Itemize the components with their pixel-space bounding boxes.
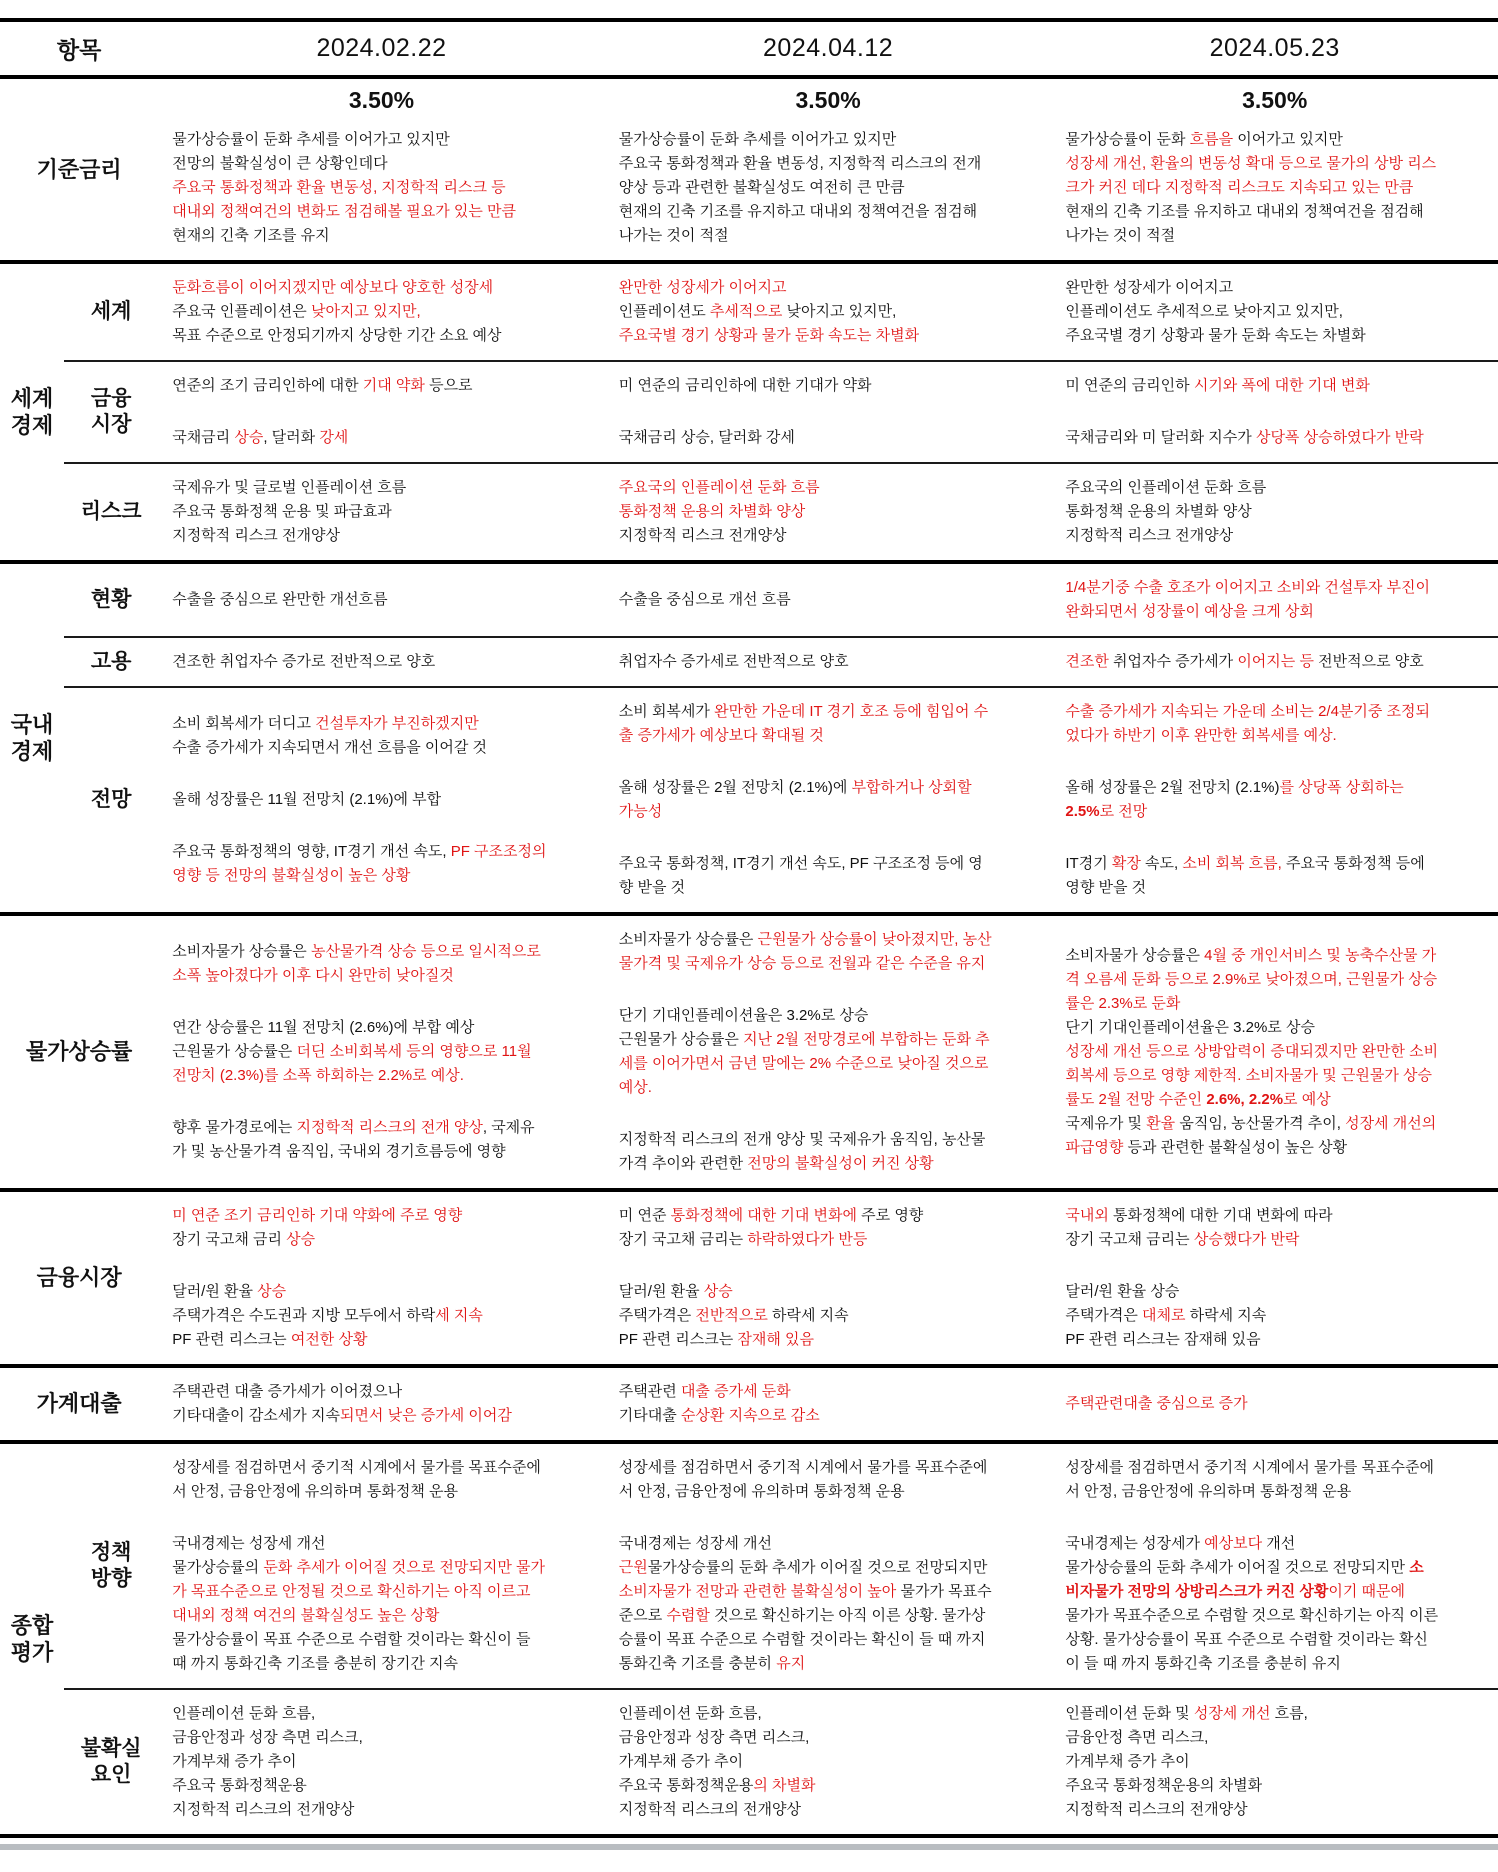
- table-row-base-rate-2: [0, 116, 1498, 262]
- text-segment: 흐름,: [1270, 1705, 1308, 1722]
- text-segment: PF 관련 리스크는: [618, 1331, 738, 1348]
- text-segment: 나가는 것이 적절: [1065, 227, 1176, 244]
- cell-domestic-economy-col2: [605, 687, 1052, 914]
- text-segment: 서 안정, 금융안정에 유의하며 통화정책 운용: [172, 1483, 459, 1500]
- table-row-inflation: [0, 914, 1498, 1190]
- table-row-overall-assessment-1: [0, 1442, 1498, 1689]
- highlighted-text-segment: 대내외 정책여건의 변화도 점검해볼 필요가 있는 만큼: [172, 203, 516, 220]
- text-segment: 국제유가 및 글로벌 인플레이션 흐름: [172, 479, 407, 496]
- text-segment: 주로 영향: [857, 1207, 924, 1224]
- text-segment: 소비자물가 상승률은: [618, 931, 758, 948]
- text-segment: 장기 국고채 금리는: [1065, 1231, 1194, 1248]
- table-row-overall-assessment-2: [0, 1689, 1498, 1836]
- highlighted-text-segment: 확장: [1111, 855, 1141, 872]
- header-item-label: 항목: [0, 20, 158, 77]
- highlighted-text-segment: 세를 이어가면서 금년 말에는 2% 수준으로 낮아질 것으로: [618, 1055, 989, 1072]
- row-sub-label: 금융 시장: [64, 361, 158, 463]
- highlighted-text-segment: 1/4분기중 수출 호조가 이어지고 소비와 건설투자 부진이: [1065, 579, 1431, 596]
- cell-world-economy-col3: [1051, 463, 1498, 562]
- cell-base-rate-col1: [158, 116, 605, 262]
- text-segment: 기타대출이 감소세가 지속: [172, 1407, 340, 1424]
- highlighted-text-segment: 주요국의 인플레이션 둔화 흐름: [618, 479, 820, 496]
- text-segment: 현재의 긴축 기조를 유지: [172, 227, 330, 244]
- text-segment: 주택가격은: [1065, 1307, 1143, 1324]
- text-segment: IT경기: [1065, 855, 1112, 872]
- highlighted-text-segment: 완화되면서 성장률이 예상을 크게 상회: [1065, 603, 1314, 620]
- highlighted-text-segment: 를 상당폭 상회하는: [1279, 779, 1404, 796]
- text-segment: 지정학적 리스크 전개양상: [618, 527, 787, 544]
- row-group-label-domestic-economy: 국내 경제: [0, 562, 64, 914]
- table-row-household-loans: [0, 1366, 1498, 1442]
- highlighted-text-segment: 기대 약화: [362, 377, 425, 394]
- text-segment: 연준의 조기 금리인하에 대한: [172, 377, 363, 394]
- text-segment: 물가상승률이 둔화: [1065, 131, 1190, 148]
- highlighted-text-segment: 수출 증가세가 지속되는 가운데 소비는 2/4분기중 조정되: [1065, 703, 1431, 720]
- cell-domestic-economy-col2: [605, 562, 1052, 637]
- highlighted-text-segment: 소비 회복 흐름,: [1182, 855, 1282, 872]
- highlighted-text-segment: 국내외: [1065, 1207, 1109, 1224]
- policy-comparison-table: [0, 18, 1498, 1838]
- text-segment: 단기 기대인플레이션율은 3.2%로 상승: [618, 1007, 869, 1024]
- highlighted-text-segment: 크가 커진 데다 지정학적 리스크도 지속되고 있는 만큼: [1065, 179, 1414, 196]
- cell-world-economy-col1: [158, 463, 605, 562]
- text-segment: 완만한 성장세가 이어지고: [1065, 279, 1234, 296]
- text-segment: 지정학적 리스크의 전개양상: [1065, 1801, 1248, 1818]
- text-segment: 주요국 통화정책운용: [172, 1777, 307, 1794]
- highlighted-text-segment: 낮아지고 있지만,: [310, 303, 421, 320]
- highlighted-text-segment: 주요국 통화정책과 환율 변동성, 지정학적 리스크 등: [172, 179, 506, 196]
- text-segment: 준으로: [618, 1607, 667, 1624]
- text-segment: 근원물가 상승률은: [172, 1043, 297, 1060]
- cell-household-loans-col1: [158, 1366, 605, 1442]
- highlighted-text-segment: 상승: [257, 1283, 287, 1300]
- text-segment: 기타대출: [618, 1407, 681, 1424]
- text-segment: 때 까지 통화긴축 기조를 충분히 장기간 지속: [172, 1655, 459, 1672]
- highlighted-text-segment: PF 구조조정의: [450, 843, 547, 860]
- highlighted-text-segment: 2.6%, 2.2%: [1206, 1091, 1284, 1108]
- text-segment: 주요국의 인플레이션 둔화 흐름: [1065, 479, 1267, 496]
- text-segment: 장기 국고채 금리: [172, 1231, 287, 1248]
- highlighted-text-segment: 소폭 높아졌다가 이후 다시 완만히 낮아질것: [172, 967, 454, 984]
- text-segment: 물가상승률이 둔화 추세를 이어가고 있지만: [172, 131, 450, 148]
- text-segment: 국채금리 상승, 달러화 강세: [618, 429, 795, 446]
- highlighted-text-segment: 4월 중 개인서비스 및 농축수산물 가: [1204, 947, 1437, 964]
- text-segment: 상황. 물가상승률이 목표 수준으로 수렴할 것이라는 확신: [1065, 1631, 1428, 1648]
- cell-household-loans-col3: [1051, 1366, 1498, 1442]
- table-row-domestic-economy-2: [0, 637, 1498, 687]
- text-segment: 올해 성장률은 2월 전망치 (2.1%): [1065, 779, 1280, 796]
- text-segment: 소비 회복세가 더디고: [172, 715, 316, 732]
- text-segment: 양상 등과 관련한 불확실성도 여전히 큰 만큼: [618, 179, 905, 196]
- cell-domestic-economy-col2: [605, 637, 1052, 687]
- cell-domestic-economy-col3: [1051, 687, 1498, 914]
- highlighted-text-segment: 률도 2월 전망 수준인: [1065, 1091, 1207, 1108]
- text-segment: 금융안정 측면 리스크,: [1065, 1729, 1209, 1746]
- highlighted-text-segment: 추세적으로: [709, 303, 787, 320]
- highlighted-text-segment: 의 차별화: [753, 1777, 816, 1794]
- text-segment: 주택가격은 수도권과 지방 모두에서 하락: [172, 1307, 436, 1324]
- cell-financial-market-col2: [605, 1190, 1052, 1366]
- text-segment: 것으로 확신하기는 아직 이른 상황. 물가상: [709, 1607, 986, 1624]
- text-segment: 움직임, 농산물가격 추이,: [1175, 1115, 1346, 1132]
- text-segment: 통화긴축 기조를 충분히: [618, 1655, 777, 1672]
- highlighted-text-segment: 률은 2.3%로 둔화: [1065, 995, 1181, 1012]
- text-segment: 국제유가 및: [1065, 1115, 1147, 1132]
- header-date-2: 2024.04.12: [605, 20, 1052, 77]
- highlighted-text-segment: 주택관련대출 중심으로 증가: [1065, 1395, 1248, 1412]
- highlighted-text-segment: 지난 2월 전망경로에 부합하는 둔화 추: [743, 1031, 990, 1048]
- highlighted-text-segment: 완만한 성장세가 이어지고: [618, 279, 787, 296]
- cell-world-economy-col3: [1051, 361, 1498, 463]
- highlighted-text-segment: 대체로: [1142, 1307, 1186, 1324]
- highlighted-text-segment: 예상보다: [1204, 1535, 1263, 1552]
- text-segment: 소비자물가 상승률은: [1065, 947, 1205, 964]
- highlighted-text-segment: 수렴할: [666, 1607, 710, 1624]
- row-group-label-household-loans: 가계대출: [0, 1366, 158, 1442]
- text-segment: 주요국 통화정책 운용 및 파급효과: [172, 503, 392, 520]
- text-segment: 국채금리와 미 달러화 지수가: [1065, 429, 1256, 446]
- text-segment: 미 연준의 금리인하에 대한 기대가 약화: [618, 377, 872, 394]
- highlighted-text-segment: 격 오름세 둔화 등으로 2.9%로 낮아졌으며, 근원물가 상승: [1065, 971, 1438, 988]
- highlighted-text-segment: 성장세 개선의: [1345, 1115, 1437, 1132]
- text-segment: 인플레이션도: [618, 303, 710, 320]
- highlighted-text-segment: 순상환 지속으로 감소: [680, 1407, 820, 1424]
- highlighted-text-segment: 로 전망: [1099, 803, 1148, 820]
- text-segment: 물가상승률이 목표 수준으로 수렴할 것이라는 확신이 들: [172, 1631, 531, 1648]
- cell-domestic-economy-col1: [158, 637, 605, 687]
- text-segment: 등으로: [424, 377, 473, 394]
- text-segment: 목표 수준으로 안정되기까지 상당한 기간 소요 예상: [172, 327, 502, 344]
- text-segment: 가계부채 증가 추이: [1065, 1753, 1190, 1770]
- text-segment: 서 안정, 금융안정에 유의하며 통화정책 운용: [618, 1483, 905, 1500]
- text-segment: 수출을 중심으로 완만한 개선흐름: [172, 591, 388, 608]
- header-row: [0, 20, 1498, 77]
- table-row-world-economy-1: [0, 262, 1498, 361]
- text-segment: 나가는 것이 적절: [618, 227, 729, 244]
- text-segment: 국내경제는 성장세 개선: [618, 1535, 773, 1552]
- text-segment: 단기 기대인플레이션율은 3.2%로 상승: [1065, 1019, 1315, 1036]
- text-segment: 국채금리: [172, 429, 235, 446]
- highlighted-text-segment: 영향 등 전망의 불확실성이 높은 상황: [172, 867, 411, 884]
- text-segment: 주택관련 대출 증가세가 이어졌으나: [172, 1383, 403, 1400]
- highlighted-text-segment: 파급영향: [1065, 1139, 1124, 1156]
- text-segment: 국내경제는 성장세가: [1065, 1535, 1205, 1552]
- highlighted-text-segment: 이어지는 등: [1237, 653, 1314, 670]
- text-segment: 장기 국고채 금리는: [618, 1231, 748, 1248]
- text-segment: 지정학적 리스크 전개양상: [172, 527, 340, 544]
- text-segment: 미 연준의 금리인하: [1065, 377, 1194, 394]
- text-segment: 국내경제는 성장세 개선: [172, 1535, 326, 1552]
- row-sub-label: 세계: [64, 262, 158, 361]
- text-segment: 지정학적 리스크의 전개양상: [172, 1801, 355, 1818]
- highlighted-text-segment: 강세: [319, 429, 349, 446]
- highlighted-text-segment: 상승했다가 반락: [1193, 1231, 1300, 1248]
- highlighted-text-segment: 상승: [703, 1283, 733, 1300]
- text-segment: 미 연준: [618, 1207, 671, 1224]
- text-segment: 통화정책에 대한 기대 변화에 따라: [1108, 1207, 1333, 1224]
- row-sub-label: 현황: [64, 562, 158, 637]
- text-segment: 주요국 통화정책과 환율 변동성, 지정학적 리스크의 전개: [618, 155, 982, 172]
- text-segment: 승률이 목표 수준으로 수렴할 것이라는 확신이 들 때 까지: [618, 1631, 986, 1648]
- text-segment: 주택관련: [618, 1383, 681, 1400]
- text-segment: 이 들 때 까지 통화긴축 기조를 충분히 유지: [1065, 1655, 1341, 1672]
- text-segment: 통화정책 운용의 차별화 양상: [1065, 503, 1252, 520]
- text-segment: 올해 성장률은 2월 전망치 (2.1%)에: [618, 779, 852, 796]
- text-segment: 지정학적 리스크의 전개 양상 및 국제유가 움직임, 농산물: [618, 1131, 986, 1148]
- highlighted-text-segment: 었다가 하반기 이후 완만한 회복세를 예상.: [1065, 727, 1337, 744]
- cell-domestic-economy-col1: [158, 562, 605, 637]
- text-segment: 수출 증가세가 지속되면서 개선 흐름을 이어갈 것: [172, 739, 488, 756]
- text-segment: 하락세 지속: [1185, 1307, 1267, 1324]
- highlighted-text-segment: 이기 때문에: [1328, 1583, 1406, 1600]
- text-segment: 향후 물가경로에는: [172, 1119, 297, 1136]
- text-segment: 인플레이션도 추세적으로 낮아지고 있지만,: [1065, 303, 1343, 320]
- highlighted-text-segment: 흐름을: [1189, 131, 1234, 148]
- cell-world-economy-col3: [1051, 262, 1498, 361]
- highlighted-text-segment: 근원: [618, 1559, 648, 1576]
- text-segment: 인플레이션 둔화 흐름,: [618, 1705, 762, 1722]
- cell-world-economy-col2: [605, 361, 1052, 463]
- row-group-label-base-rate: 기준금리: [0, 77, 158, 262]
- table-row-domestic-economy-1: [0, 562, 1498, 637]
- row-group-label-overall-assessment: 종합 평가: [0, 1442, 64, 1836]
- highlighted-text-segment: 가능성: [618, 803, 663, 820]
- text-segment: 취업자수 증가세로 전반적으로 양호: [618, 653, 849, 670]
- highlighted-text-segment: 세 지속: [435, 1307, 483, 1324]
- cell-base-rate-col2: [605, 116, 1052, 262]
- highlighted-text-segment: 건설투자가 부진하겠지만: [315, 715, 479, 732]
- highlighted-text-segment: 완만한 가운데 IT 경기 호조 등에 힘입어 수: [714, 703, 989, 720]
- base-rate-value-col2: 3.50%: [605, 77, 1052, 116]
- text-segment: 물가상승률의 둔화 추세가 이어질 것으로 전망되지만: [647, 1559, 988, 1576]
- highlighted-text-segment: 견조한: [1065, 653, 1109, 670]
- cell-household-loans-col2: [605, 1366, 1052, 1442]
- highlighted-text-segment: 전반적으로: [695, 1307, 768, 1324]
- cell-inflation-col3: [1051, 914, 1498, 1190]
- highlighted-text-segment: 2.5%: [1065, 803, 1100, 820]
- highlighted-text-segment: 성장세 개선 등으로 상방압력이 증대되겠지만 완만한 소비: [1065, 1043, 1439, 1060]
- highlighted-text-segment: 로 예상: [1283, 1091, 1331, 1108]
- highlighted-text-segment: 농산물가격 상승 등으로 일시적으로: [310, 943, 541, 960]
- text-segment: 현재의 긴축 기조를 유지하고 대내외 정책여건을 점검해: [1065, 203, 1424, 220]
- highlighted-text-segment: 비자물가 전망의 상방리스크가 커진 상황: [1065, 1583, 1329, 1600]
- text-segment: , 달러화: [263, 429, 320, 446]
- row-group-label-inflation: 물가상승률: [0, 914, 158, 1190]
- cell-overall-assessment-col3: [1051, 1442, 1498, 1689]
- table-row-base-rate-1: [0, 77, 1498, 116]
- text-segment: 가계부채 증가 추이: [172, 1753, 297, 1770]
- highlighted-text-segment: 잠재해 있음: [737, 1331, 815, 1348]
- text-segment: 소비자물가 상승률은: [172, 943, 311, 960]
- highlighted-text-segment: 상당폭 상승하였다가 반락: [1255, 429, 1424, 446]
- row-sub-label: 정책 방향: [64, 1442, 158, 1689]
- text-segment: 근원물가 상승률은: [618, 1031, 744, 1048]
- highlighted-text-segment: 되면서 낮은 증가세 이어감: [339, 1407, 512, 1424]
- highlighted-text-segment: 통화정책 운용의 차별화 양상: [618, 503, 806, 520]
- bottom-divider: [0, 1844, 1498, 1850]
- text-segment: 소비 회복세가: [618, 703, 715, 720]
- cell-world-economy-col1: [158, 262, 605, 361]
- highlighted-text-segment: 출 증가세가 예상보다 확대될 것: [618, 727, 824, 744]
- highlighted-text-segment: 근원물가 상승률이 낮아졌지만, 농산: [757, 931, 992, 948]
- table-row-financial-market: [0, 1190, 1498, 1366]
- cell-financial-market-col3: [1051, 1190, 1498, 1366]
- text-segment: 전망의 불확실성이 큰 상황인데다: [172, 155, 388, 172]
- cell-world-economy-col2: [605, 463, 1052, 562]
- text-segment: 달러/원 환율 상승: [1065, 1283, 1180, 1300]
- text-segment: 가 및 농산물가격 움직임, 국내외 경기흐름등에 영향: [172, 1143, 506, 1160]
- text-segment: , 국제유: [482, 1119, 535, 1136]
- text-segment: 주요국 통화정책의 영향, IT경기 개선 속도,: [172, 843, 451, 860]
- table-row-world-economy-2: [0, 361, 1498, 463]
- text-segment: 가계부채 증가 추이: [618, 1753, 744, 1770]
- highlighted-text-segment: 상승: [234, 429, 264, 446]
- text-segment: 견조한 취업자수 증가로 전반적으로 양호: [172, 653, 436, 670]
- highlighted-text-segment: 부합하거나 상회할: [851, 779, 972, 796]
- highlighted-text-segment: 성장세 개선, 환율의 변동성 확대 등으로 물가의 상방 리스: [1065, 155, 1437, 172]
- text-segment: 속도,: [1140, 855, 1183, 872]
- row-sub-label: 리스크: [64, 463, 158, 562]
- highlighted-text-segment: 대내외 정책 여건의 불확실성도 높은 상황: [172, 1607, 440, 1624]
- highlighted-text-segment: 예상.: [618, 1079, 652, 1096]
- highlighted-text-segment: 여전한 상황: [290, 1331, 368, 1348]
- text-segment: PF 관련 리스크는: [172, 1331, 291, 1348]
- highlighted-text-segment: 전망의 불확실성이 커진 상황: [747, 1155, 934, 1172]
- text-segment: 성장세를 점검하면서 중기적 시계에서 물가를 목표수준에: [1065, 1459, 1434, 1476]
- text-segment: 취업자수 증가세가: [1108, 653, 1238, 670]
- highlighted-text-segment: 둔화흐름이 이어지겠지만 예상보다 양호한 성장세: [172, 279, 494, 296]
- highlighted-text-segment: 소비자물가 전망과 관련한 불확실성이 높아: [618, 1583, 897, 1600]
- highlighted-text-segment: 미 연준 조기 금리인하 기대 약화에 주로 영향: [172, 1207, 463, 1224]
- text-segment: 물가상승률이 둔화 추세를 이어가고 있지만: [618, 131, 897, 148]
- text-segment: 향 받을 것: [618, 879, 686, 896]
- text-segment: 달러/원 환율: [618, 1283, 704, 1300]
- text-segment: 지정학적 리스크의 전개양상: [618, 1801, 802, 1818]
- text-segment: 물가상승률의 둔화 추세가 이어질 것으로 전망되지만: [1065, 1559, 1410, 1576]
- highlighted-text-segment: 둔화 추세가 이어질 것으로 전망되지만 물가: [263, 1559, 545, 1576]
- text-segment: 수출을 중심으로 개선 흐름: [618, 591, 791, 608]
- highlighted-text-segment: 물가격 및 국제유가 상승 등으로 전월과 같은 수준을 유지: [618, 955, 986, 972]
- row-group-label-world-economy: 세계 경제: [0, 262, 64, 562]
- highlighted-text-segment: 소: [1409, 1559, 1424, 1576]
- text-segment: 전반적으로 양호: [1313, 653, 1424, 670]
- text-segment: 낮아지고 있지만,: [786, 303, 897, 320]
- text-segment: 지정학적 리스크 전개양상: [1065, 527, 1234, 544]
- highlighted-text-segment: 더딘 소비회복세 등의 영향으로 11월: [296, 1043, 532, 1060]
- text-segment: 주요국 통화정책, IT경기 개선 속도, PF 구조조정 등에 영: [618, 855, 983, 872]
- cell-overall-assessment-col2: [605, 1442, 1052, 1689]
- text-segment: 주요국 통화정책운용의 차별화: [1065, 1777, 1263, 1794]
- text-segment: PF 관련 리스크는 잠재해 있음: [1065, 1331, 1261, 1348]
- text-segment: 등과 관련한 불확실성이 높은 상황: [1123, 1139, 1348, 1156]
- table-row-domestic-economy-3: [0, 687, 1498, 914]
- header-date-3: 2024.05.23: [1051, 20, 1498, 77]
- highlighted-text-segment: 통화정책에 대한 기대 변화에: [670, 1207, 857, 1224]
- text-segment: 성장세를 점검하면서 중기적 시계에서 물가를 목표수준에: [618, 1459, 988, 1476]
- cell-domestic-economy-col1: [158, 687, 605, 914]
- table-row-world-economy-3: [0, 463, 1498, 562]
- highlighted-text-segment: 주요국별 경기 상황과 물가 둔화 속도는 차별화: [618, 327, 920, 344]
- cell-base-rate-col3: [1051, 116, 1498, 262]
- text-segment: 금융안정과 성장 측면 리스크,: [172, 1729, 363, 1746]
- text-segment: 영향 받을 것: [1065, 879, 1147, 896]
- cell-domestic-economy-col3: [1051, 562, 1498, 637]
- highlighted-text-segment: 가 목표수준으로 안정될 것으로 확신하기는 아직 이르고: [172, 1583, 531, 1600]
- text-segment: 현재의 긴축 기조를 유지하고 대내외 정책여건을 점검해: [618, 203, 978, 220]
- cell-world-economy-col2: [605, 262, 1052, 361]
- text-segment: 달러/원 환율: [172, 1283, 258, 1300]
- cell-inflation-col1: [158, 914, 605, 1190]
- cell-overall-assessment-col3: [1051, 1689, 1498, 1836]
- highlighted-text-segment: 유지: [776, 1655, 806, 1672]
- highlighted-text-segment: 대출 증가세 둔화: [680, 1383, 791, 1400]
- text-segment: 물가가 목표수: [896, 1583, 992, 1600]
- row-sub-label: 전망: [64, 687, 158, 914]
- text-segment: 이어가고 있지만: [1233, 131, 1343, 148]
- cell-inflation-col2: [605, 914, 1052, 1190]
- text-segment: 올해 성장률은 11월 전망치 (2.1%)에 부합: [172, 791, 442, 808]
- text-segment: 물가상승률의: [172, 1559, 264, 1576]
- row-sub-label: 불확실 요인: [64, 1689, 158, 1836]
- text-segment: 금융안정과 성장 측면 리스크,: [618, 1729, 810, 1746]
- base-rate-value-col3: 3.50%: [1051, 77, 1498, 116]
- text-segment: 하락세 지속: [767, 1307, 849, 1324]
- text-segment: 주요국별 경기 상황과 물가 둔화 속도는 차별화: [1065, 327, 1366, 344]
- cell-overall-assessment-col1: [158, 1442, 605, 1689]
- highlighted-text-segment: 지정학적 리스크의 전개 양상: [296, 1119, 483, 1136]
- text-segment: 서 안정, 금융안정에 유의하며 통화정책 운용: [1065, 1483, 1352, 1500]
- cell-overall-assessment-col2: [605, 1689, 1052, 1836]
- cell-overall-assessment-col1: [158, 1689, 605, 1836]
- text-segment: 개선: [1262, 1535, 1296, 1552]
- text-segment: 주요국 인플레이션은: [172, 303, 311, 320]
- text-segment: 가격 추이와 관련한: [618, 1155, 748, 1172]
- text-segment: 성장세를 점검하면서 중기적 시계에서 물가를 목표수준에: [172, 1459, 541, 1476]
- base-rate-value-col1: 3.50%: [158, 77, 605, 116]
- header-date-1: 2024.02.22: [158, 20, 605, 77]
- text-segment: 인플레이션 둔화 흐름,: [172, 1705, 316, 1722]
- cell-domestic-economy-col3: [1051, 637, 1498, 687]
- row-sub-label: 고용: [64, 637, 158, 687]
- text-segment: 주요국 통화정책 등에: [1281, 855, 1425, 872]
- highlighted-text-segment: 전망치 (2.3%)를 소폭 하회하는 2.2%로 예상.: [172, 1067, 464, 1084]
- highlighted-text-segment: 환율: [1146, 1115, 1176, 1132]
- highlighted-text-segment: 시기와 폭에 대한 기대 변화: [1193, 377, 1370, 394]
- cell-financial-market-col1: [158, 1190, 605, 1366]
- highlighted-text-segment: 상승: [286, 1231, 316, 1248]
- text-segment: 인플레이션 둔화 및: [1065, 1705, 1194, 1722]
- text-segment: 연간 상승률은 11월 전망치 (2.6%)에 부합 예상: [172, 1019, 475, 1036]
- text-segment: 물가가 목표수준으로 수렴할 것으로 확신하기는 아직 이른: [1065, 1607, 1439, 1624]
- highlighted-text-segment: 회복세 등으로 영향 제한적. 소비자물가 및 근원물가 상승: [1065, 1067, 1433, 1084]
- row-group-label-financial-market: 금융시장: [0, 1190, 158, 1366]
- text-segment: 주요국 통화정책운용: [618, 1777, 754, 1794]
- text-segment: 주택가격은: [618, 1307, 696, 1324]
- highlighted-text-segment: 하락하였다가 반등: [747, 1231, 868, 1248]
- cell-world-economy-col1: [158, 361, 605, 463]
- highlighted-text-segment: 성장세 개선: [1193, 1705, 1271, 1722]
